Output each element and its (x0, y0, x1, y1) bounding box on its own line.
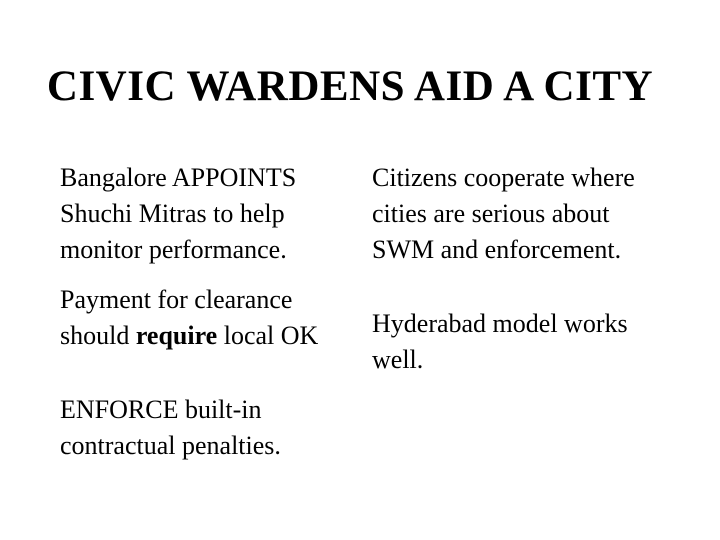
bold-text-fragment: require (135, 321, 218, 350)
text-line: ENFORCE built-in (60, 395, 262, 424)
text-line: SWM and enforcement. (372, 235, 622, 264)
text-fragment: should (60, 321, 136, 350)
payment-paragraph (60, 282, 318, 354)
slide-title: CIVIC WARDENS AID A CITY (46, 63, 654, 110)
text-fragment: local OK (217, 321, 319, 350)
text-line-mixed (60, 318, 318, 354)
text-line: cities are serious about (372, 199, 610, 228)
text-line: contractual penalties. (60, 431, 281, 460)
text-line: Hyderabad model works (372, 309, 628, 338)
enforce-paragraph (60, 392, 281, 464)
text-line: monitor performance. (60, 235, 287, 264)
text-line: well. (372, 345, 424, 374)
hyderabad-paragraph (372, 306, 628, 378)
text-line: Shuchi Mitras to help (60, 199, 285, 228)
bangalore-paragraph (60, 160, 296, 268)
text-line: Payment for clearance (60, 285, 293, 314)
text-line: Bangalore APPOINTS (60, 163, 297, 192)
citizens-paragraph (372, 160, 635, 268)
text-line: Citizens cooperate where (372, 163, 635, 192)
